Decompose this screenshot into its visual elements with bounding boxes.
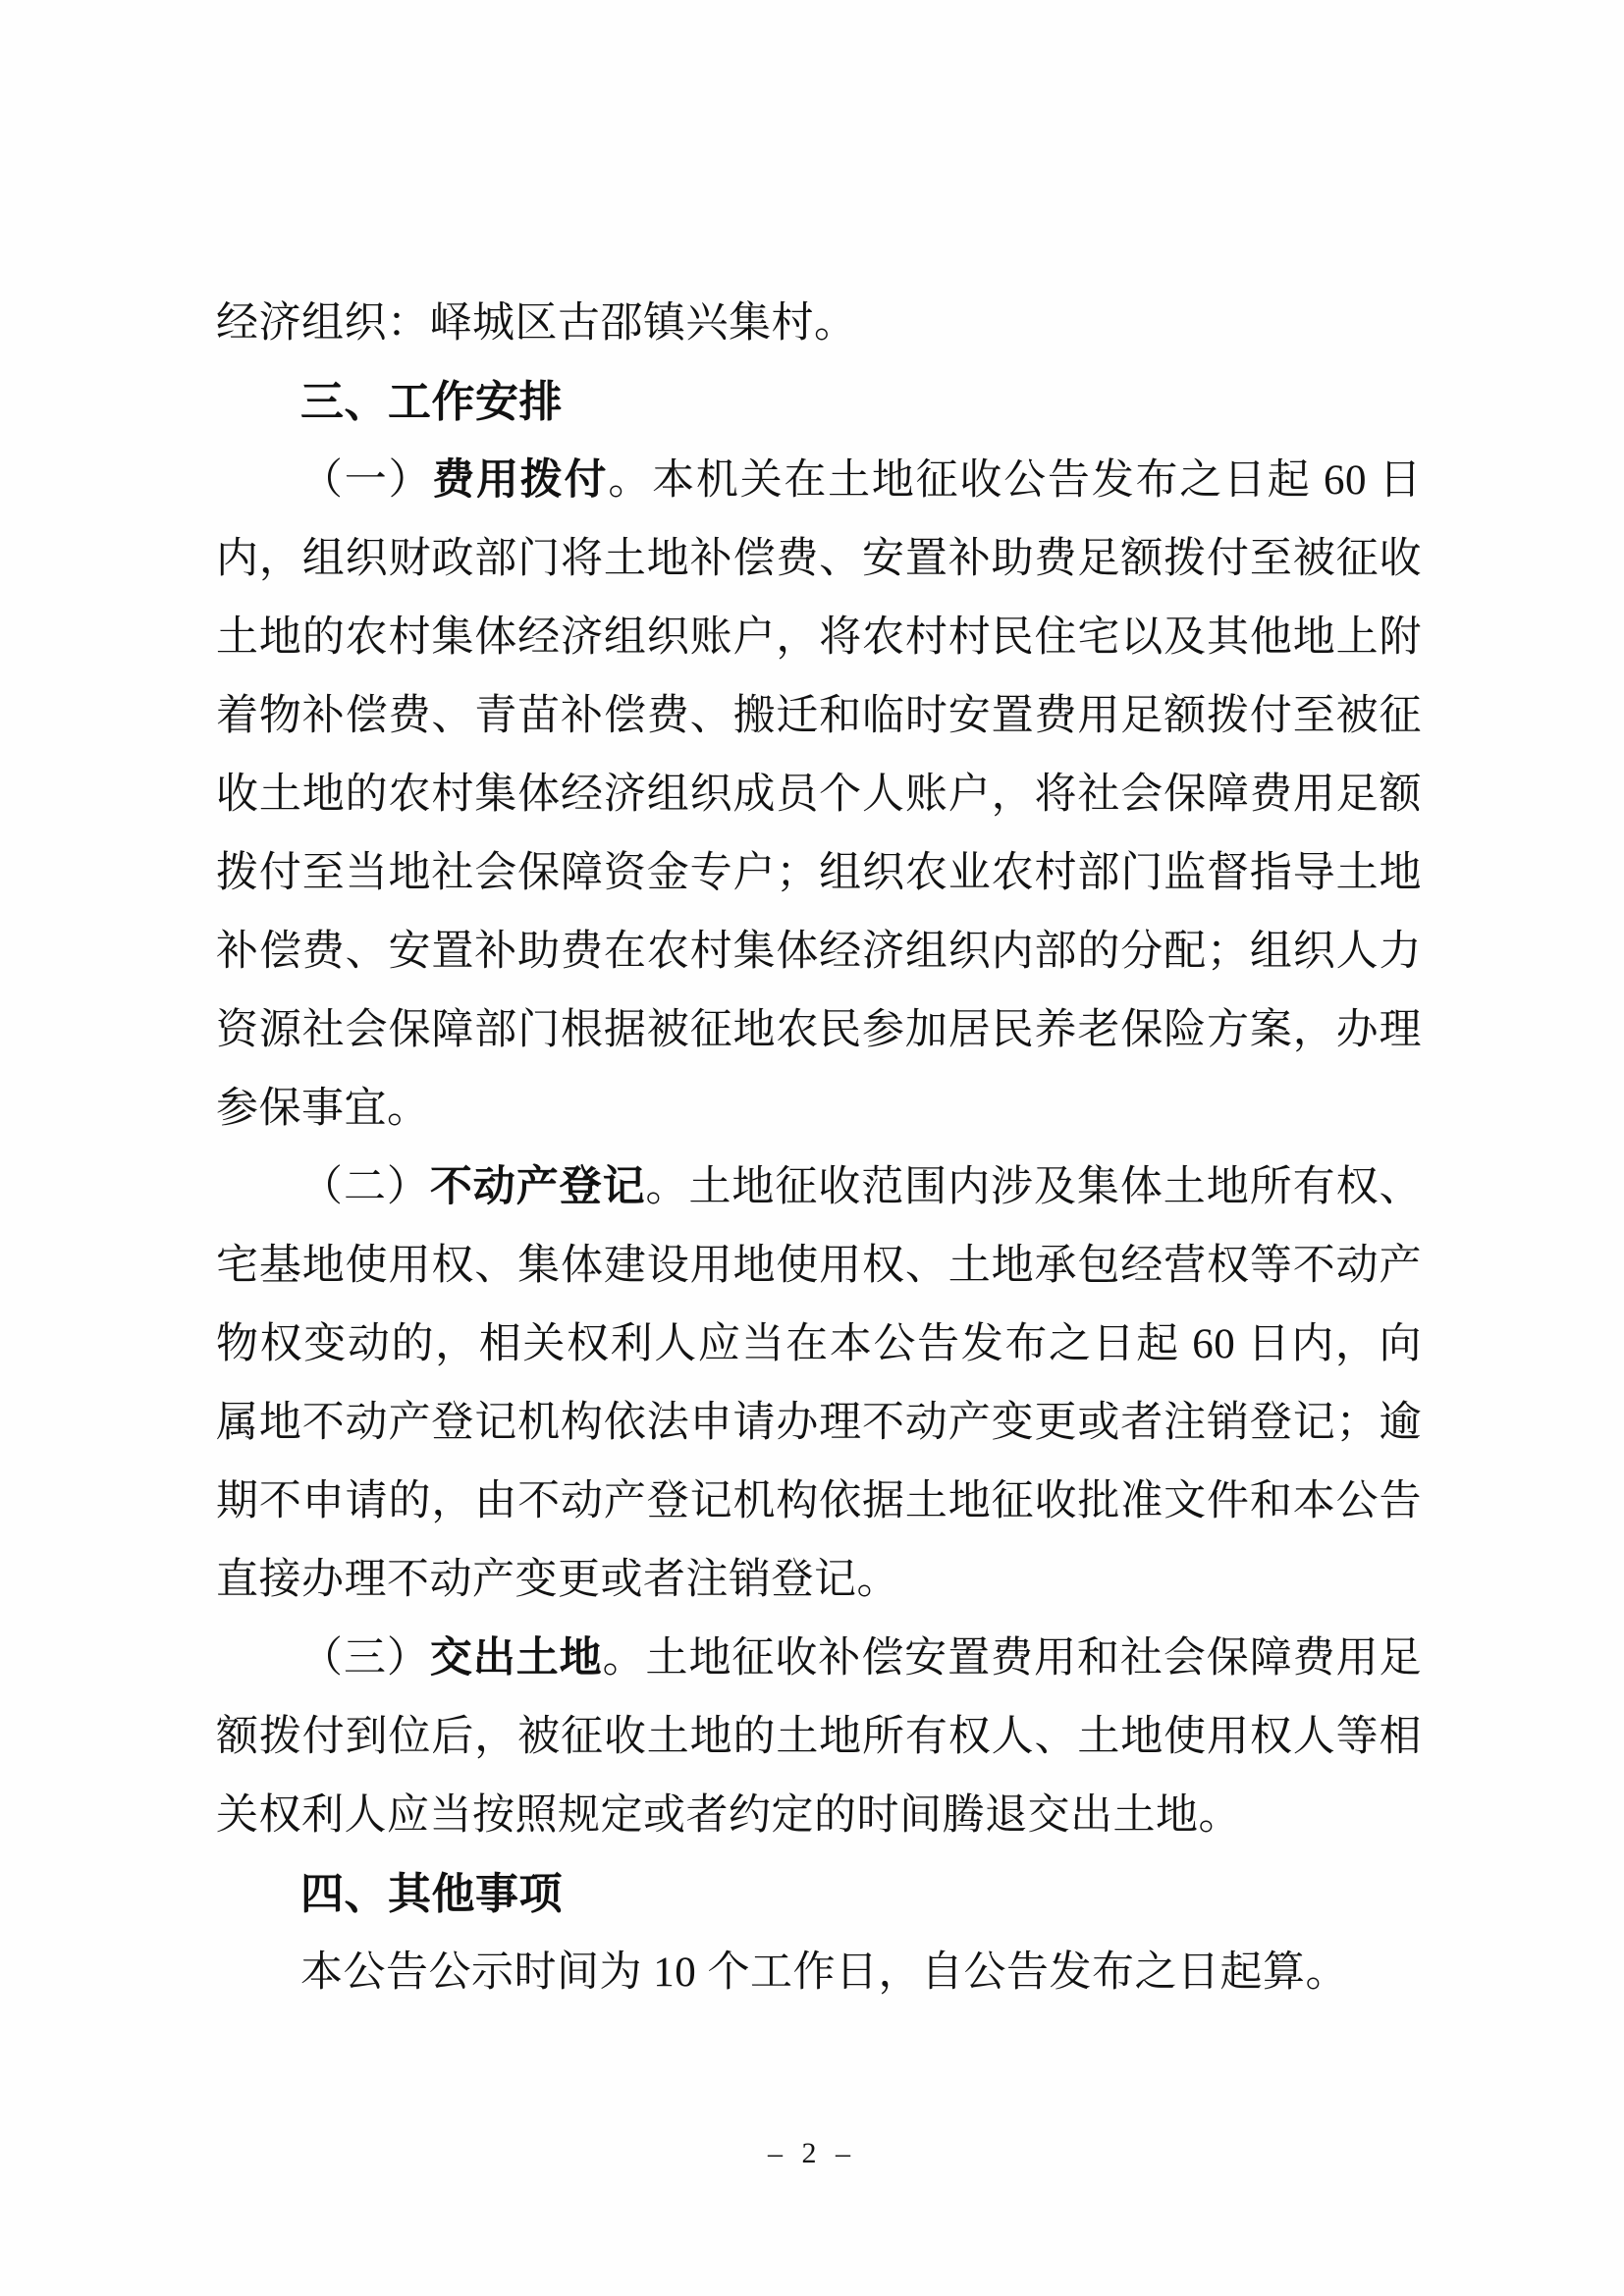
text-segment: 。本机关在土地征收公告发布之日起 60 日 — [608, 457, 1423, 504]
text-segment: 资源社会保障部门根据被征地农民参加居民养老保险方案，办理 — [216, 1007, 1422, 1053]
text-segment: 本公告公示时间为 10 个工作日，自公告发布之日起算。 — [300, 1949, 1348, 1996]
text-line — [216, 1227, 1422, 1306]
text-block — [216, 285, 1422, 2012]
text-line — [216, 1620, 1422, 1698]
text-line — [216, 1384, 1422, 1463]
text-line — [216, 1306, 1422, 1384]
text-line — [216, 834, 1422, 913]
text-line — [216, 1541, 1422, 1620]
text-segment: 拨付至当地社会保障资金专户；组织农业农村部门监督指导土地 — [216, 850, 1422, 896]
text-segment: 。土地征收范围内涉及集体土地所有权、 — [645, 1164, 1423, 1210]
emphasis-text: 不动产登记 — [429, 1164, 646, 1210]
text-line — [216, 677, 1422, 756]
text-segment: 期不申请的，由不动产登记机构依据土地征收批准文件和本公告 — [216, 1478, 1422, 1524]
text-segment: 。土地征收补偿安置费用和社会保障费用足 — [602, 1635, 1423, 1682]
text-line — [216, 1148, 1422, 1227]
page-number: – 2 – — [768, 2137, 856, 2169]
text-segment: 宅基地使用权、集体建设用地使用权、土地承包经营权等不动产 — [216, 1243, 1422, 1289]
text-segment: （一） — [300, 457, 433, 504]
text-line — [216, 1934, 1422, 2012]
emphasis-text: 四、其他事项 — [300, 1870, 563, 1918]
text-line — [216, 1070, 1422, 1148]
text-segment: 着物补偿费、青苗补偿费、搬迁和临时安置费用足额拨付至被征 — [216, 693, 1422, 739]
text-line — [216, 520, 1422, 599]
text-line — [216, 756, 1422, 834]
text-line — [216, 1698, 1422, 1777]
section-heading — [216, 363, 1422, 442]
text-segment: 补偿费、安置补助费在农村集体经济组织内部的分配；组织人力 — [216, 929, 1422, 975]
section-heading — [216, 1855, 1422, 1934]
text-line — [216, 1463, 1422, 1541]
text-segment: （三） — [300, 1635, 430, 1682]
text-line — [216, 285, 1422, 363]
text-segment: 关权利人应当按照规定或者约定的时间腾退交出土地。 — [216, 1792, 1241, 1839]
text-segment: 属地不动产登记机构依法申请办理不动产变更或者注销登记；逾 — [216, 1400, 1422, 1446]
emphasis-text: 三、工作安排 — [300, 378, 563, 426]
text-segment: 收土地的农村集体经济组织成员个人账户，将社会保障费用足额 — [216, 772, 1422, 818]
text-line — [216, 442, 1422, 520]
text-segment: 经济组织：峄城区古邵镇兴集村。 — [216, 300, 857, 347]
text-line — [216, 599, 1422, 677]
text-segment: 内，组织财政部门将土地补偿费、安置补助费足额拨付至被征收 — [216, 536, 1422, 582]
text-line — [216, 913, 1422, 991]
text-segment: 直接办理不动产变更或者注销登记。 — [216, 1557, 899, 1603]
emphasis-text: 费用拨付 — [432, 457, 609, 504]
text-segment: 参保事宜。 — [216, 1086, 430, 1132]
text-segment: 土地的农村集体经济组织账户，将农村村民住宅以及其他地上附 — [216, 614, 1422, 661]
text-segment: 额拨付到位后，被征收土地的土地所有权人、土地使用权人等相 — [216, 1714, 1422, 1760]
text-segment: 物权变动的，相关权利人应当在本公告发布之日起 60 日内，向 — [216, 1321, 1422, 1367]
emphasis-text: 交出土地 — [429, 1635, 603, 1682]
text-segment: （二） — [300, 1164, 430, 1210]
text-line — [216, 1777, 1422, 1855]
text-line — [216, 991, 1422, 1070]
